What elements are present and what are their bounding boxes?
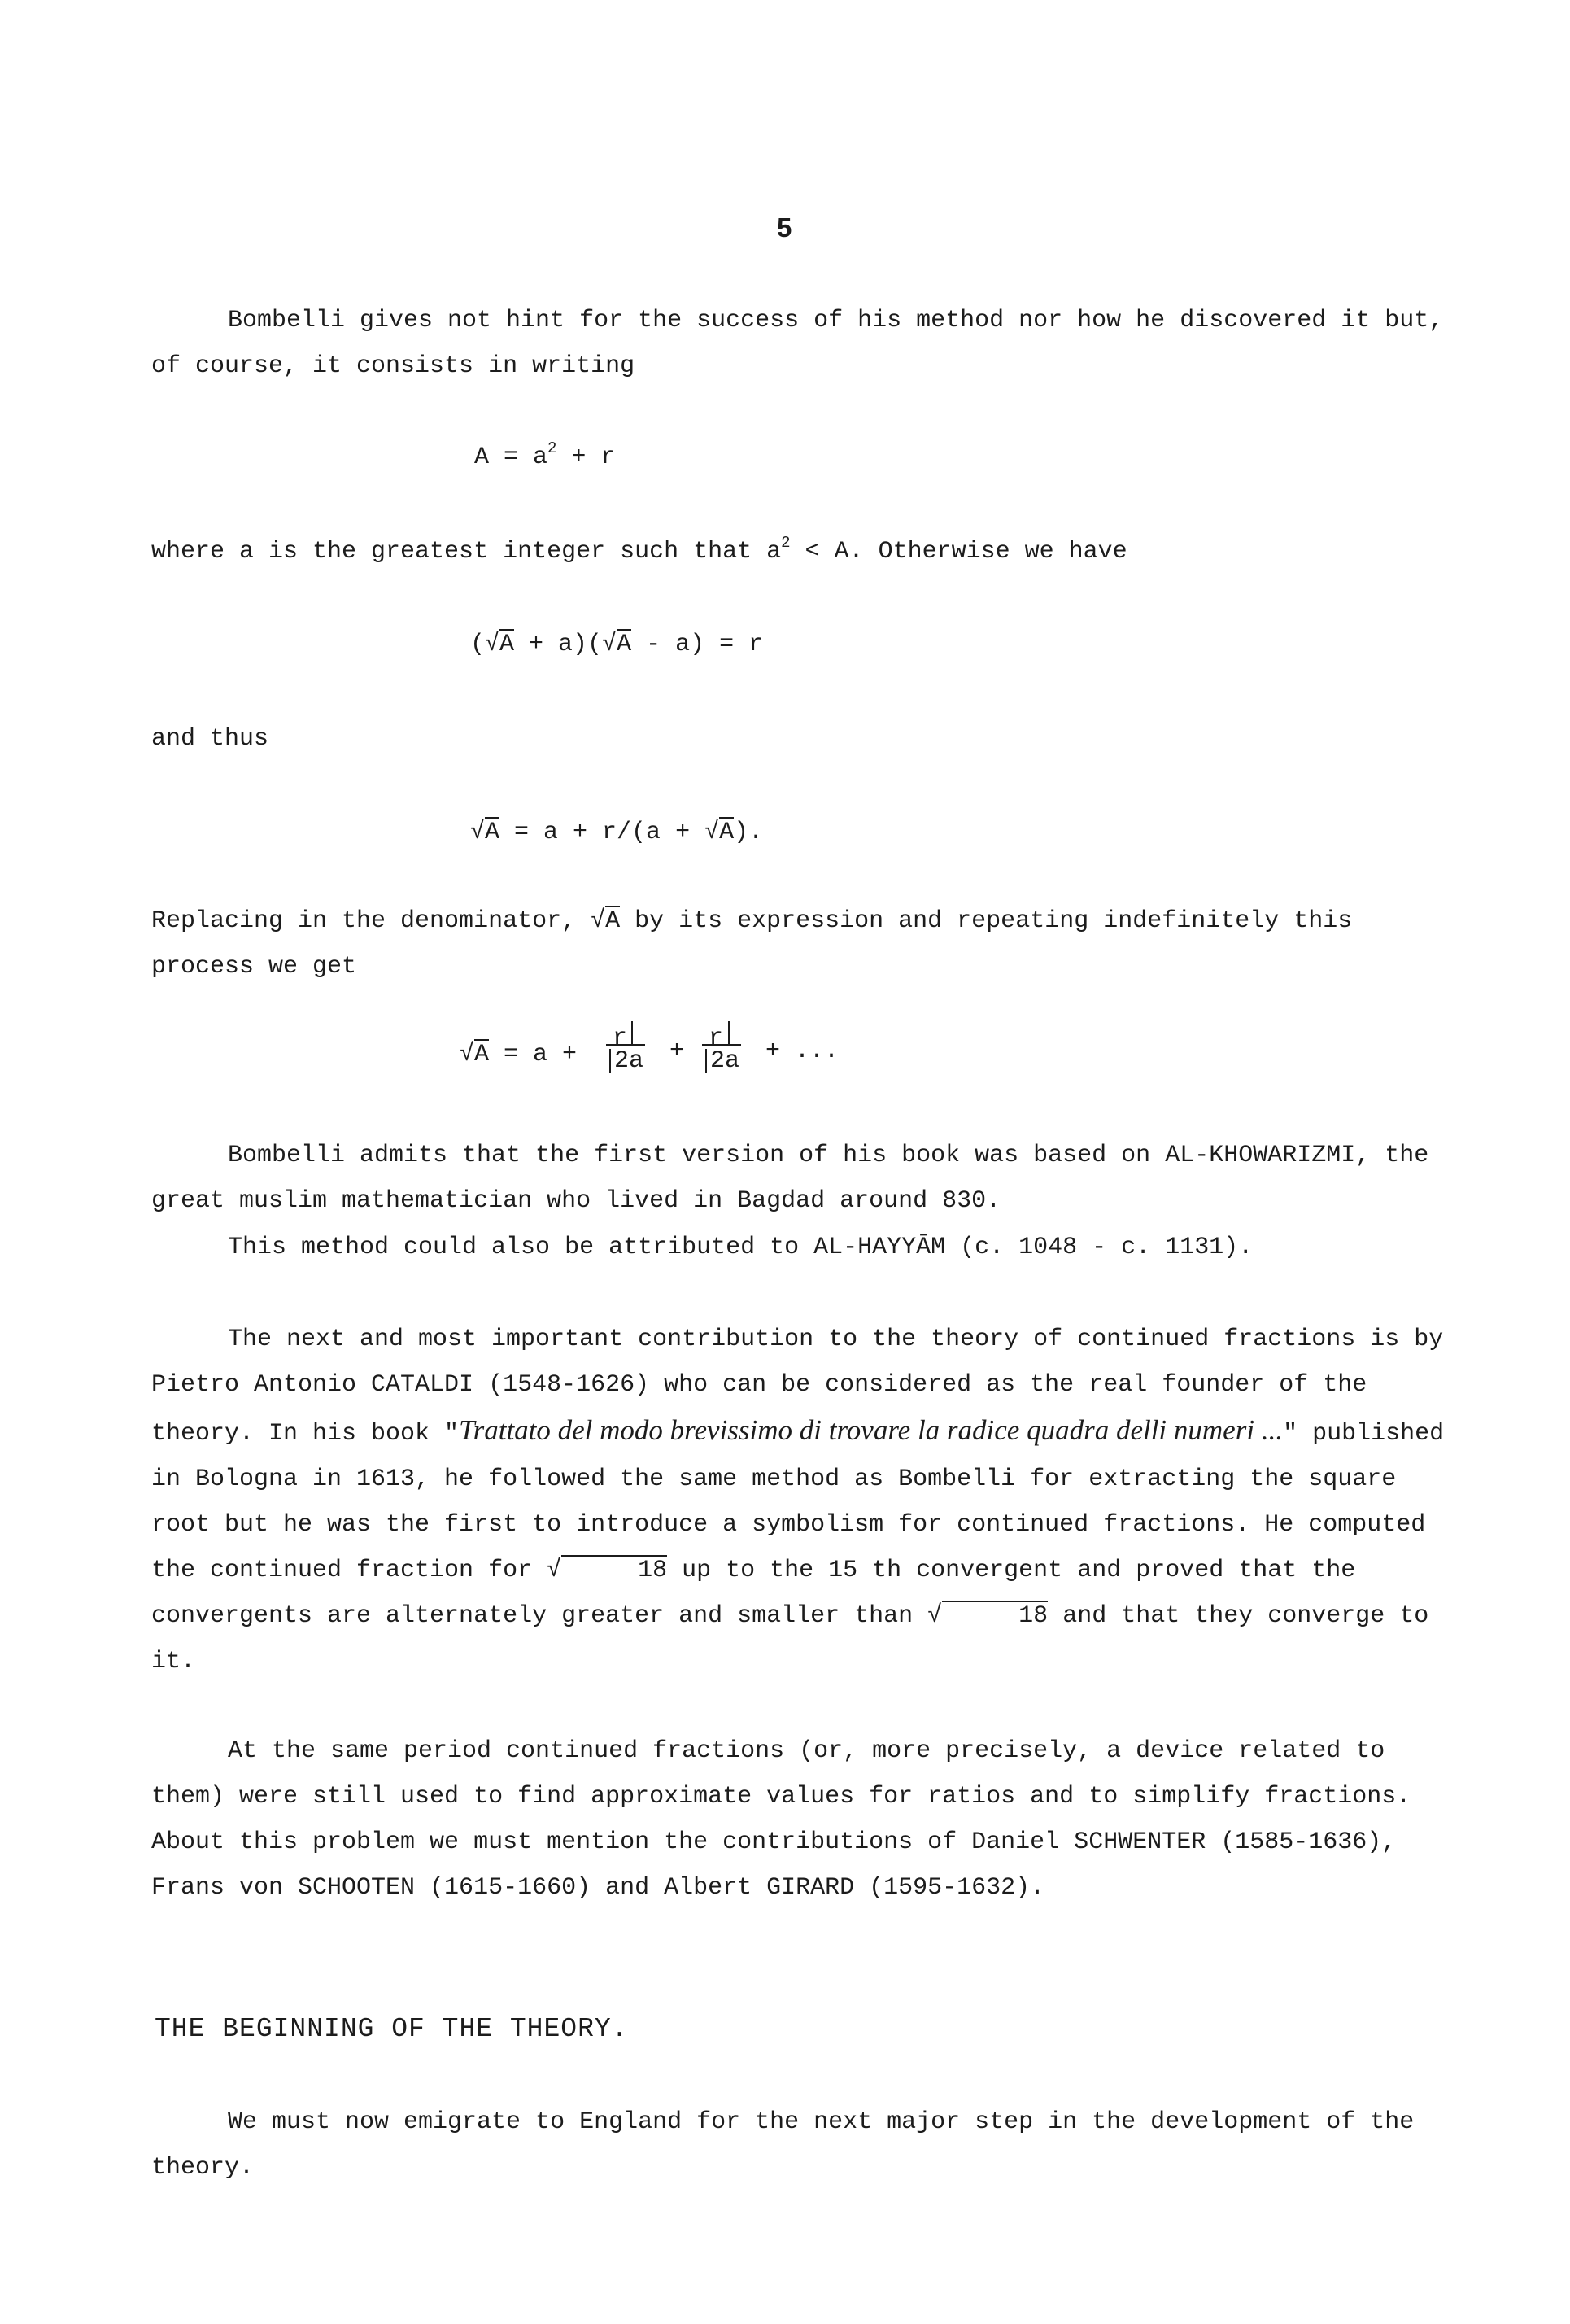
cf-denominator-1: 2a: [609, 1049, 652, 1073]
paragraph-al-hayyam: This method could also be attributed to AL-HAYYĀM (c. 1048 - c. 1131).: [228, 1234, 1254, 1261]
eq2-t1: (√: [470, 631, 500, 658]
paragraph-and-thus: and thus: [151, 725, 269, 753]
equation-a-equals-a-squared-plus-r: [474, 435, 615, 480]
eq3-radicand-1: A: [485, 819, 500, 846]
paragraph-replacing-denominator: [151, 898, 1469, 989]
p6-part-a: The next and most important contribution to the theory of continued fractions is by Pietro Antonio CATALDI (1548-1626) who can be considered as the real founder of the theory. In his book ": [151, 1326, 1444, 1448]
paragraph-greatest-integer: [151, 529, 1469, 574]
p4-part-a: Replacing in the denominator, √: [151, 907, 606, 935]
eq1-exponent: 2: [547, 439, 557, 457]
section-heading: THE BEGINNING OF THE THEORY.: [155, 2014, 629, 2044]
equation-sqrt-a-recursive: [470, 810, 763, 855]
p4-part-b: by its expression and repeating indefinitely this process we get: [151, 907, 1353, 981]
paragraph-emigrate-england: We must now emigrate to England for the next major step in the development of the theory.: [151, 2108, 1415, 2182]
cf-partial-quotient-bar-2: [728, 1021, 730, 1044]
cf-fraction-bar-2: [702, 1044, 741, 1046]
page-number: 5: [777, 212, 792, 242]
cf-denominator-2: 2a: [705, 1049, 748, 1073]
cf-plus: +: [669, 1038, 685, 1065]
p6-part-b: " published in Bologna in 1613, he followed the same method as Bombelli for extracting the square root but he was the first to introduce a symbolism for continued fractions. He computed the continued fraction for √: [151, 1420, 1445, 1584]
paragraph-al-khowarizmi: Bombelli admits that the first version of his book was based on AL-KHOWARIZMI, the great muslim mathematician who lived in Bagdad around 830.: [151, 1142, 1429, 1215]
cf-radicand: A: [474, 1041, 490, 1068]
p6-part-d: and that they converge to it.: [151, 1602, 1429, 1675]
paragraph-cataldi: [151, 1317, 1469, 1684]
p2-part-b: < A. Otherwise we have: [790, 538, 1127, 566]
p2-exponent: 2: [781, 534, 791, 552]
eq2-t3: - a) = r: [631, 631, 764, 658]
cf-sqrt-sign: √: [460, 1041, 475, 1068]
cf-ellipsis: + ...: [765, 1038, 840, 1065]
eq3-t2: = a + r/(a + √: [499, 819, 720, 846]
p4-radicand: A: [605, 907, 621, 935]
p2-part-a: where a is the greatest integer such that a: [151, 538, 782, 566]
p6-part-c: up to the 15 th convergent and proved that the convergents are alternately greater and smaller than √: [151, 1557, 1356, 1630]
eq1-rhs: + r: [556, 443, 616, 471]
paragraph-bombelli-hint: Bombelli gives not hint for the success of his method nor how he discovered it but, of course, it consists in writing: [151, 307, 1444, 380]
eq3-t1: √: [470, 819, 486, 846]
eq2-radicand-2: A: [617, 631, 632, 658]
p6-radicand-1: 18: [561, 1555, 667, 1583]
cf-numerator-1: r: [612, 1024, 627, 1052]
eq3-radicand-2: A: [719, 819, 735, 846]
cf-equals-a-plus: = a +: [489, 1041, 578, 1068]
cf-fraction-bar-1: [606, 1044, 645, 1046]
book-title-trattato: Trattato del modo brevissimo di trovare la radice quadra delli numeri ...: [459, 1414, 1284, 1446]
eq1-lhs: A = a: [474, 443, 548, 471]
equation-difference-of-squares: [470, 622, 763, 667]
eq2-t2: + a)(√: [514, 631, 617, 658]
cf-numerator-2: r: [708, 1024, 723, 1052]
eq2-radicand-1: A: [499, 631, 515, 658]
cf-lhs: [460, 1039, 577, 1067]
eq3-t3: ).: [734, 819, 764, 846]
p6-radicand-2: 18: [942, 1601, 1048, 1628]
cf-partial-quotient-bar-1: [631, 1021, 633, 1044]
paragraph-same-period: At the same period continued fractions (or, more precisely, a device related to them) were still used to find approximate values for ratios and to simplify fractions. About this problem we must mention the contributions of Daniel SCHWENTER (1585-1636), Frans von SCHOOTEN (1615-1660) and Albert GIRARD (1595-1632).: [151, 1737, 1411, 1902]
